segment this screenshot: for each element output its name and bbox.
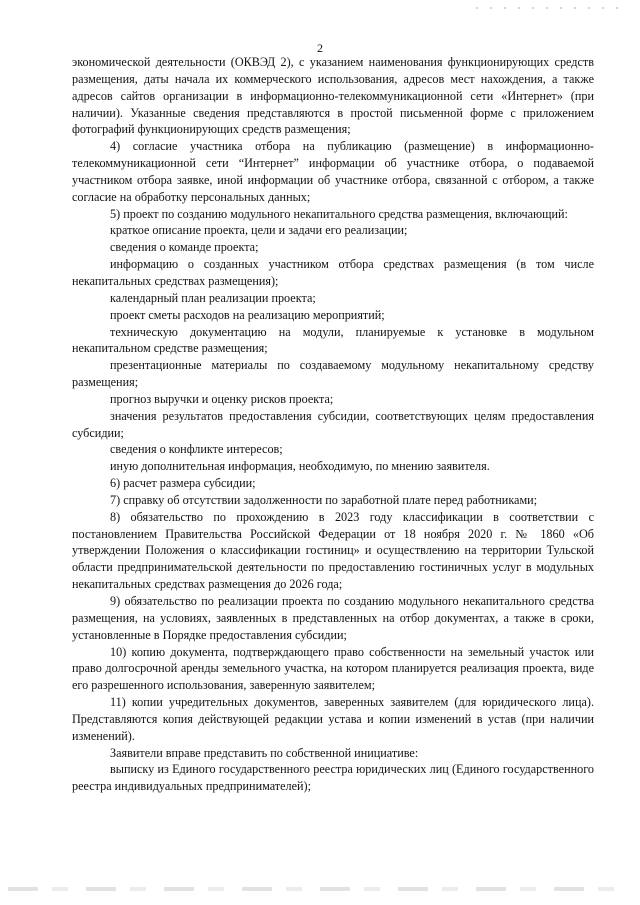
- list-item: иную дополнительная информация, необходимую, по мнению заявителя.: [110, 459, 490, 474]
- scan-artifact-bottom: [8, 887, 628, 891]
- paragraph-item-5-project: 5) проект по созданию модульного некапитального средства размещения, включающий:: [110, 206, 568, 221]
- list-item: значения результатов предоставления субсидии, соответствующих целям предоставления субсидии;: [72, 408, 594, 440]
- paragraph-continuation-okved: экономической деятельности (ОКВЭД 2), с указанием наименования функционирующих средств размещения, даты начала их коммерческого использования, адресов мест нахождения, а также адресов сайтов организации в информационно-телекоммуникационной сети «Интернет» (при наличии). Указанные сведения представляются в простой письменной форме с приложением фотографий функционирующих средств размещения;: [72, 55, 594, 137]
- list-item: сведения о команде проекта;: [110, 240, 259, 255]
- list-item: сведения о конфликте интересов;: [110, 442, 283, 457]
- scan-artifact-top: [470, 6, 630, 10]
- paragraph-item-7: 7) справку об отсутствии задолженности по заработной плате перед работниками;: [110, 492, 538, 507]
- paragraph-item-6: 6) расчет размера субсидии;: [110, 476, 256, 491]
- list-item: информацию о созданных участником отбора средствах размещения (в том числе некапитальных средствах размещения);: [72, 257, 594, 288]
- paragraph-item-11: 11) копии учредительных документов, заверенных заявителем (для юридического лица). Представляются копия действующей редакции устава и копии изменений в устав (при наличии изменений).: [72, 695, 594, 743]
- paragraph-optional-intro: Заявители вправе представить по собственной инициативе:: [110, 745, 419, 760]
- paragraph-item-9: 9) обязательство по реализации проекта по созданию модульного некапитального средства размещения, на условиях, заявленных в представленных на отбор документах, а также в сроки, установленные в Порядке предоставления субсидии;: [72, 594, 594, 642]
- list-item: презентационные материалы по создаваемому модульному некапитальному средству размещения;: [72, 358, 594, 390]
- list-item: календарный план реализации проекта;: [110, 290, 316, 305]
- paragraph-item-4-consent: 4) согласие участника отбора на публикацию (размещение) в информационно-телекоммуникационной сети “Интернет” информации об участнике отбора, о подаваемой участником отбора заявке, иной информации об участнике отбора, связанной с отбором, а также согласие на обработку персональных данных;: [72, 139, 594, 204]
- page-number: 2: [317, 41, 323, 55]
- list-item: техническую документацию на модули, планируемые к установке в модульном некапитальном средстве размещения;: [72, 324, 594, 356]
- paragraph-item-8: 8) обязательство по прохождению в 2023 году классификации в соответствии с постановлением Правительства Российской Федерации от 18 ноября 2020 г. № 1860 «Об утверждении Положения о классификации гостиниц» и осуществлению на территории Тульской области предпринимательской деятельности по предоставлению гостиничных услуг в модульных некапитальных средствах размещения до 2026 года;: [72, 509, 594, 592]
- paragraph-registry-extract: выписку из Единого государственного реестра юридических лиц (Единого государственного реестра индивидуальных предпринимателей);: [72, 762, 594, 794]
- document-body: [72, 54, 594, 795]
- paragraph-item-10: 10) копию документа, подтверждающего право собственности на земельный участок или право долгосрочной аренды земельного участка, на котором планируется реализация проекта, виде его разрешенного использования, заверенную заявителем;: [72, 644, 594, 693]
- list-item: проект сметы расходов на реализацию мероприятий;: [110, 307, 385, 322]
- list-item: краткое описание проекта, цели и задачи его реализации;: [110, 223, 408, 238]
- list-item: прогноз выручки и оценку рисков проекта;: [110, 391, 334, 406]
